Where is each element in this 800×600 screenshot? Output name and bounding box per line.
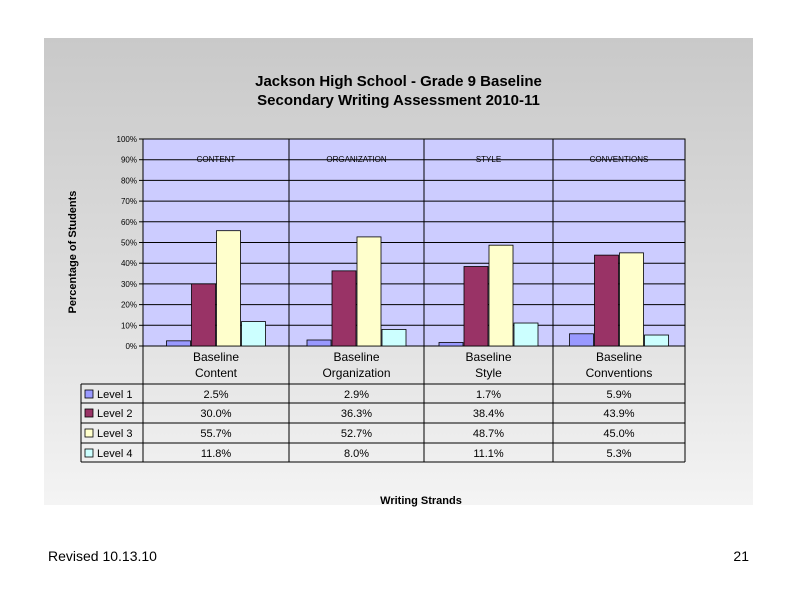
revised-date: Revised 10.13.10 (48, 548, 157, 564)
bar (217, 231, 241, 346)
legend-key (85, 429, 93, 437)
strand-label: CONTENT (196, 155, 236, 164)
category-label: Content (194, 366, 238, 380)
category-label: Baseline (465, 350, 512, 364)
data-label: 48.7% (472, 428, 505, 440)
bar (595, 255, 619, 346)
data-label: 36.3% (340, 408, 373, 420)
y-tick-label: 40% (120, 259, 137, 269)
y-tick-label: 60% (120, 217, 137, 227)
data-label: 2.9% (343, 389, 370, 401)
data-label: 2.5% (203, 389, 229, 401)
bar (514, 323, 538, 346)
strand-label: STYLE (475, 155, 502, 164)
strand-label: CONVENTIONS (589, 155, 649, 164)
bar (464, 267, 488, 346)
legend-label: Level 1 (97, 389, 133, 401)
data-label: 43.9% (603, 408, 635, 420)
data-label: 30.0% (200, 408, 232, 420)
strand-label: ORGANIZATION (326, 155, 387, 164)
data-label: 11.1% (473, 448, 504, 460)
bar (192, 284, 216, 346)
y-tick-label: 90% (120, 155, 137, 165)
bar (357, 237, 381, 346)
category-label: Style (475, 366, 502, 380)
bar (167, 341, 191, 346)
page-number: 21 (733, 548, 749, 564)
data-label: 5.9% (606, 389, 632, 401)
bar (242, 322, 266, 346)
y-tick-label: 50% (120, 238, 137, 248)
bar (645, 335, 669, 346)
legend-label: Level 4 (97, 448, 133, 460)
chart-subtitle: Secondary Writing Assessment 2010-11 (257, 92, 540, 109)
y-axis-title: Percentage of Students (67, 190, 79, 314)
data-label: 5.3% (606, 448, 632, 460)
data-label: 52.7% (340, 428, 373, 440)
x-axis-title: Writing Strands (380, 495, 462, 507)
y-tick-label: 10% (120, 321, 137, 331)
y-tick-label: 30% (120, 279, 137, 289)
category-label: Conventions (585, 366, 653, 380)
data-label: 45.0% (603, 428, 635, 440)
data-label: 55.7% (200, 428, 232, 440)
data-label: 38.4% (472, 408, 505, 420)
data-label: 8.0% (343, 448, 370, 460)
y-tick-label: 80% (120, 176, 137, 186)
y-tick-label: 100% (116, 135, 137, 144)
bar (620, 253, 644, 346)
bar (382, 329, 406, 346)
bar (439, 342, 463, 346)
y-tick-label: 70% (120, 197, 137, 207)
data-label: 11.8% (200, 448, 232, 460)
bar (570, 334, 594, 346)
legend-key (85, 390, 93, 398)
category-label: Organization (322, 366, 391, 380)
legend-key (85, 449, 93, 457)
data-label: 1.7% (475, 389, 502, 401)
category-label: Baseline (192, 350, 240, 364)
y-tick-label: 20% (120, 300, 137, 310)
y-tick-label: 0% (125, 342, 137, 351)
category-label: Baseline (333, 350, 380, 364)
bar (489, 245, 513, 346)
bar (332, 271, 356, 346)
category-label: Baseline (595, 350, 643, 364)
legend-label: Level 3 (97, 428, 133, 440)
chart-title: Jackson High School - Grade 9 Baseline (255, 73, 542, 90)
legend-key (85, 409, 93, 417)
legend-label: Level 2 (97, 408, 133, 420)
bar (307, 340, 331, 346)
